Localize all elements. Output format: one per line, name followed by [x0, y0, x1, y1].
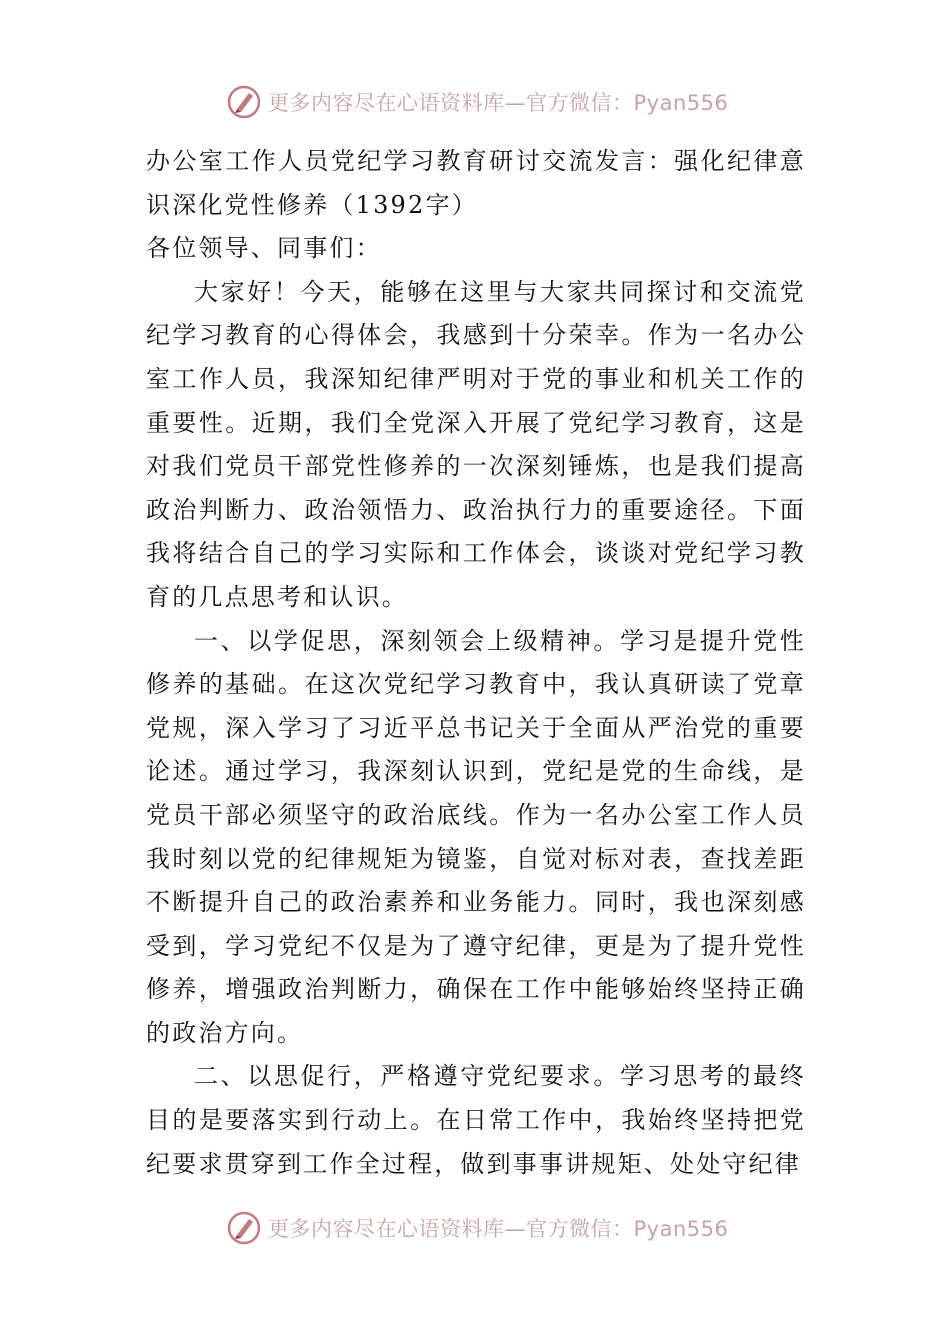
watermark-text: 更多内容尽在心语资料库—官方微信：Pyan556 [268, 91, 729, 115]
document-body [146, 140, 806, 1186]
paragraph-section-two: 二、以思促行，严格遵守党纪要求。学习思考的最终目的是要落实到行动上。在日常工作中，我始终坚持把党纪要求贯穿到工作全过程，做到事事讲规矩、处处守纪律 [146, 1062, 806, 1178]
watermark-header [226, 82, 746, 122]
watermark-footer [226, 1208, 746, 1248]
pen-logo-icon [226, 84, 262, 120]
paragraph-section-one: 一、以学促思，深刻领会上级精神。学习是提升党性修养的基础。在这次党纪学习教育中，我认真研读了党章党规，深入学习了习近平总书记关于全面从严治党的重要论述。通过学习，我深刻认识到，党纪是党的生命线，是党员干部必须坚守的政治底线。作为一名办公室工作人员我时刻以党的纪律规矩为镜鉴，自觉对标对表，查找差距不断提升自己的政治素养和业务能力。同时，我也深刻感受到，学习党纪不仅是为了遵守纪律，更是为了提升党性修养，增强政治判断力，确保在工作中能够始终坚持正确的政治方向。 [146, 626, 806, 1047]
watermark-text: 更多内容尽在心语资料库—官方微信：Pyan556 [268, 1217, 729, 1241]
paragraph-intro: 大家好！今天，能够在这里与大家共同探讨和交流党纪学习教育的心得体会，我感到十分荣幸。作为一名办公室工作人员，我深知纪律严明对于党的事业和机关工作的重要性。近期，我们全党深入开展了党纪学习教育，这是对我们党员干部党性修养的一次深刻锤炼，也是我们提高政治判断力、政治领悟力、政治执行力的重要途径。下面我将结合自己的学习实际和工作体会，谈谈对党纪学习教育的几点思考和认识。 [146, 277, 806, 611]
pen-logo-icon [226, 1210, 262, 1246]
salutation: 各位领导、同事们： [146, 234, 382, 263]
document-title: 办公室工作人员党纪学习教育研讨交流发言：强化纪律意识深化党性修养（1392字） [146, 147, 806, 219]
